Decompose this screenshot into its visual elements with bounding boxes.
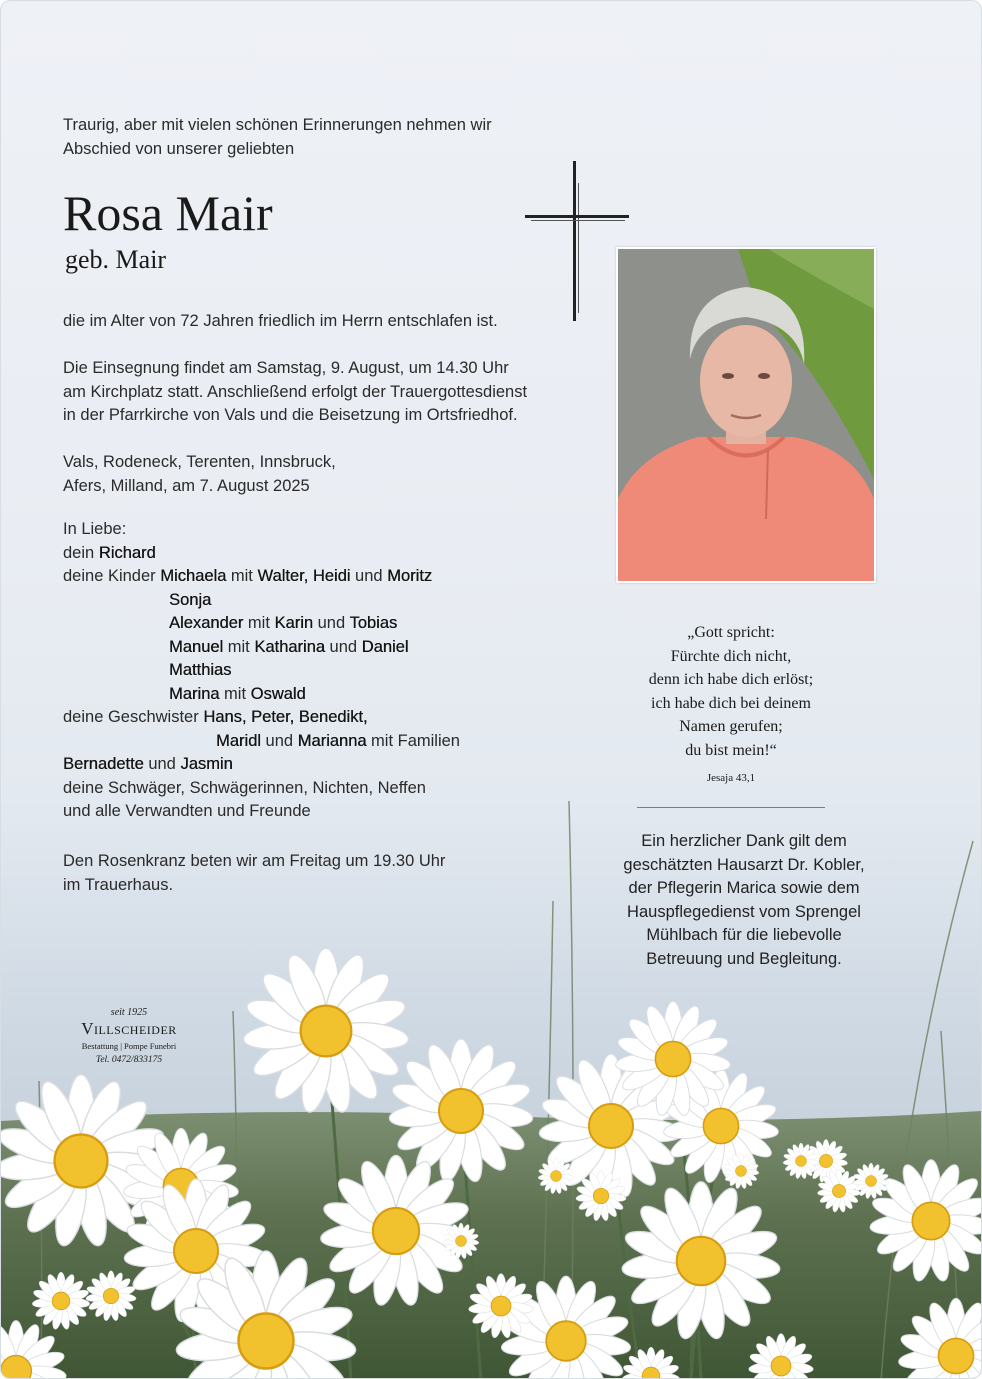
place-line: Vals, Rodeneck, Terenten, Innsbruck, (63, 453, 336, 471)
mourner-name: Tobias (349, 614, 398, 632)
mourner-name: Oswald (250, 684, 306, 703)
rosary-line: im Trauerhaus. (63, 875, 174, 894)
quote-line: Namen gerufen; (679, 718, 783, 735)
logo-phone: Tel. 0472/833175 (95, 1055, 163, 1065)
funeral-line: in der Pfarrkirche von Vals und die Beisetzung im Ortsfriedhof. (63, 406, 518, 424)
rosary-info (63, 850, 445, 897)
mourner-row: und alle Verwandten und Freunde (63, 802, 311, 820)
mourner-row (63, 659, 583, 683)
mourner-name: Daniel (361, 637, 409, 656)
mourner-name: Walter, (257, 567, 309, 585)
relation-label: deine Kinder (63, 567, 156, 585)
mourner-row (63, 636, 583, 660)
mourner-row (63, 706, 583, 730)
quote-line: „Gott spricht: (687, 624, 775, 641)
thanks-line: Mühlbach für die liebevolle (646, 926, 842, 944)
connector: mit Familien (371, 731, 460, 750)
date-line: Afers, Milland, am 7. August 2025 (63, 476, 310, 495)
relation-label: dein (63, 543, 95, 562)
mourner-row: deine Schwäger, Schwägerinnen, Nichten, Neffen (63, 778, 426, 797)
age-line: die im Alter von 72 Jahren friedlich im Herrn entschlafen ist. (63, 312, 498, 330)
connector: und (355, 567, 383, 585)
mourner-row (63, 565, 583, 589)
mourner-name: Alexander (169, 614, 244, 632)
thanks-line: der Pflegerin Marica sowie dem (628, 879, 860, 897)
intro-line: Traurig, aber mit vielen schönen Erinnerungen nehmen wir (63, 116, 492, 134)
quote-line: ich habe dich bei deinem (651, 694, 811, 712)
logo-subtitle: Bestattung | Pompe Funebri (81, 1041, 177, 1051)
mourner-name: Katharina (254, 637, 325, 656)
funeral-line: Die Einsegnung findet am Samstag, 9. August, um 14.30 Uhr (63, 359, 509, 377)
cross-icon (523, 161, 631, 321)
intro-line: Abschied von unserer geliebten (63, 140, 295, 158)
mourner-name: Marianna (297, 731, 367, 750)
funeral-home-logo (63, 1007, 195, 1067)
mourner-name: Karin (274, 614, 314, 632)
thanks-line: geschätzten Hausarzt Dr. Kobler, (623, 855, 865, 874)
mourner-name: Marina (169, 684, 220, 703)
mourner-name: Manuel (169, 637, 224, 656)
thanks-line: Hauspflegedienst vom Sprengel (627, 902, 861, 921)
mourner-name: Michaela (160, 567, 227, 585)
logo-company: Villscheider (81, 1019, 177, 1038)
connector: mit (224, 684, 247, 703)
quote-line: Fürchte dich nicht, (670, 647, 792, 665)
connector: mit (227, 637, 250, 656)
mourner-name: Richard (98, 543, 156, 562)
mourner-name: Hans, Peter, Benedikt, (203, 708, 368, 726)
mourner-name: Bernadette (63, 755, 144, 773)
quote-reference: Jesaja 43,1 (706, 772, 756, 784)
mourner-name: Matthias (169, 661, 232, 679)
mourner-row (63, 612, 583, 636)
connector: und (148, 755, 176, 773)
quote-line: du bist mein!“ (685, 741, 777, 759)
mourners-heading: In Liebe: (63, 520, 127, 538)
connector: mit (247, 614, 270, 632)
divider (637, 807, 825, 808)
connector: und (265, 731, 294, 750)
thanks-line: Betreuung und Begleitung. (646, 949, 842, 968)
mourner-name: Maridl (216, 731, 261, 750)
connector: und (329, 637, 358, 656)
connector: und (317, 614, 346, 632)
relation-label: deine Geschwister (63, 708, 199, 726)
mourner-row (63, 589, 583, 613)
mourner-name: Moritz (387, 567, 433, 585)
portrait-photo (616, 247, 876, 583)
mourners-list (63, 518, 583, 824)
mourner-row (63, 753, 583, 777)
mourner-row (63, 542, 583, 566)
birth-name: geb. Mair (65, 245, 167, 274)
mourner-name: Jasmin (180, 755, 233, 773)
place-date (63, 451, 336, 498)
mourner-name: Sonja (169, 590, 212, 609)
connector: mit (230, 567, 253, 585)
mourner-row (63, 683, 583, 707)
rosary-line: Den Rosenkranz beten wir am Freitag um 19.30 Uhr (63, 852, 446, 870)
thanks-text (599, 830, 889, 971)
funeral-line: am Kirchplatz statt. Anschließend erfolgt der Trauergottesdienst (63, 382, 528, 401)
quote-line: denn ich habe dich erlöst; (648, 671, 814, 688)
logo-since: seit 1925 (110, 1007, 148, 1018)
intro-text (63, 113, 583, 161)
mourner-name: Heidi (312, 567, 351, 585)
bible-quote (601, 621, 861, 788)
thanks-line: Ein herzlicher Dank gilt dem (641, 832, 847, 850)
mourner-row (63, 730, 583, 754)
deceased-name: Rosa Mair (63, 185, 273, 241)
funeral-info (63, 357, 527, 428)
